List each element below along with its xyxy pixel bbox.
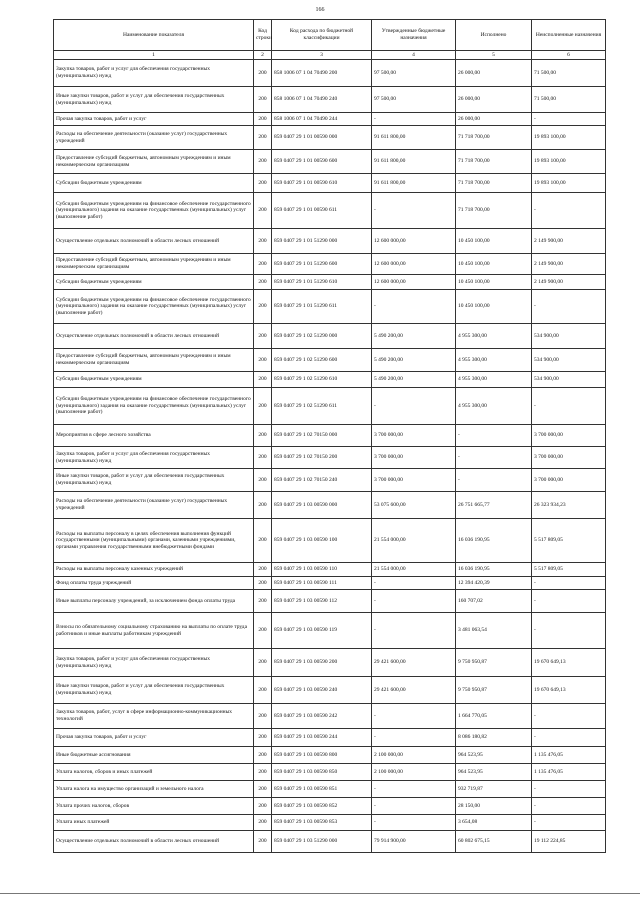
cell-approved: 29 421 600,00 — [372, 677, 456, 704]
cell-line: 200 — [254, 126, 272, 150]
cell-unexecuted: 2 149 900,00 — [532, 229, 606, 254]
cell-name: Осуществление отдельных полномочий в области лесных отношений — [54, 324, 254, 349]
cell-executed: 60 802 675,15 — [456, 831, 532, 853]
table-row — [54, 577, 606, 590]
cell-code: 859 0407 29 1 03 00590 853 — [272, 815, 372, 831]
cell-approved: 97 500,00 — [372, 60, 456, 87]
cell-name: Уплата прочих налогов, сборов — [54, 798, 254, 815]
cell-executed: 964 523,95 — [456, 764, 532, 781]
cell-unexecuted: 534 900,00 — [532, 349, 606, 372]
cell-approved: 3 700 000,00 — [372, 425, 456, 447]
cell-code: 859 0407 29 1 03 00590 850 — [272, 764, 372, 781]
cell-name: Субсидии бюджетным учреждениям на финансовое обеспечение государственного (муниципального) задания на оказание государственных (муниципальных) услуг (выполнение работ) — [54, 193, 254, 229]
cell-unexecuted: 5 517 809,05 — [532, 519, 606, 563]
budget-execution-table — [53, 19, 606, 853]
cell-executed: - — [456, 469, 532, 492]
cell-executed: 71 718 700,00 — [456, 150, 532, 174]
cell-unexecuted: - — [532, 798, 606, 815]
cell-code: 859 0407 29 1 03 51290 000 — [272, 831, 372, 853]
cell-line: 200 — [254, 831, 272, 853]
cell-line: 200 — [254, 590, 272, 613]
cell-unexecuted: 19 893 100,00 — [532, 150, 606, 174]
cell-executed: 8 086 180,82 — [456, 729, 532, 747]
cell-unexecuted: - — [532, 729, 606, 747]
cell-code: 859 0407 29 1 01 00590 611 — [272, 193, 372, 229]
table-row — [54, 349, 606, 372]
cell-code: 859 0407 29 1 02 51290 000 — [272, 324, 372, 349]
table-row — [54, 747, 606, 764]
cell-code: 859 0407 29 1 02 51290 600 — [272, 349, 372, 372]
column-number: 2 — [254, 51, 272, 60]
cell-line: 200 — [254, 815, 272, 831]
cell-code: 859 0407 29 1 01 51290 600 — [272, 254, 372, 275]
table-row — [54, 60, 606, 87]
cell-name: Иные бюджетные ассигнования — [54, 747, 254, 764]
cell-executed: 4 955 300,00 — [456, 372, 532, 388]
table-row — [54, 469, 606, 492]
cell-code: 859 0407 29 1 03 00590 100 — [272, 519, 372, 563]
table-row — [54, 229, 606, 254]
cell-unexecuted: 26 323 934,23 — [532, 492, 606, 519]
column-number: 1 — [54, 51, 254, 60]
cell-approved: 2 100 000,00 — [372, 747, 456, 764]
table-row — [54, 87, 606, 113]
header-budget-code: Код расхода по бюджетной классификации — [272, 20, 372, 51]
cell-approved: 3 700 000,00 — [372, 447, 456, 469]
cell-code: 859 0407 29 1 03 00590 852 — [272, 798, 372, 815]
table-row — [54, 704, 606, 729]
cell-unexecuted: 1 135 476,05 — [532, 747, 606, 764]
cell-name: Взносы по обязательному социальному страхованию на выплаты по оплате труда работников и иные выплаты работникам учреждений — [54, 613, 254, 649]
table-row — [54, 519, 606, 563]
cell-name: Предоставление субсидий бюджетным, автономным учреждениям и иным некоммерческим организациям — [54, 254, 254, 275]
cell-unexecuted: 5 517 809,05 — [532, 563, 606, 577]
cell-unexecuted: - — [532, 815, 606, 831]
cell-line: 200 — [254, 193, 272, 229]
cell-name: Уплата налогов, сборов и иных платежей — [54, 764, 254, 781]
cell-approved: 5 490 200,00 — [372, 372, 456, 388]
cell-executed: 71 718 700,00 — [456, 193, 532, 229]
table-row — [54, 126, 606, 150]
cell-unexecuted: - — [532, 613, 606, 649]
cell-code: 859 0407 29 1 01 51290 611 — [272, 290, 372, 324]
cell-unexecuted: 71 500,00 — [532, 60, 606, 87]
cell-code: 859 0407 29 1 01 51290 000 — [272, 229, 372, 254]
cell-code: 859 0407 29 1 02 70150 240 — [272, 469, 372, 492]
cell-executed: 26 000,00 — [456, 60, 532, 87]
cell-unexecuted: - — [532, 781, 606, 798]
cell-line: 200 — [254, 781, 272, 798]
table-row — [54, 254, 606, 275]
column-number: 5 — [456, 51, 532, 60]
cell-approved: - — [372, 704, 456, 729]
cell-line: 200 — [254, 447, 272, 469]
table-row — [54, 613, 606, 649]
cell-line: 200 — [254, 425, 272, 447]
cell-line: 200 — [254, 275, 272, 290]
cell-unexecuted: 1 135 476,05 — [532, 764, 606, 781]
cell-name: Расходы на выплаты персоналу казенных учреждений — [54, 563, 254, 577]
cell-line: 200 — [254, 174, 272, 193]
column-number: 4 — [372, 51, 456, 60]
cell-name: Субсидии бюджетным учреждениям — [54, 174, 254, 193]
cell-executed: 9 750 950,87 — [456, 649, 532, 677]
cell-name: Закупка товаров, работ и услуг для обеспечения государственных (муниципальных) нужд — [54, 60, 254, 87]
table-row — [54, 563, 606, 577]
cell-approved: - — [372, 613, 456, 649]
header-row — [54, 20, 606, 51]
column-number-row — [54, 51, 606, 60]
cell-approved: - — [372, 290, 456, 324]
cell-code: 859 0407 29 1 03 00590 242 — [272, 704, 372, 729]
cell-line: 200 — [254, 372, 272, 388]
cell-line: 200 — [254, 764, 272, 781]
cell-code: 859 0407 29 1 03 00590 112 — [272, 590, 372, 613]
cell-code: 859 0407 29 1 03 00590 240 — [272, 677, 372, 704]
cell-line: 200 — [254, 87, 272, 113]
cell-line: 200 — [254, 469, 272, 492]
cell-approved: - — [372, 388, 456, 425]
cell-executed: 3 481 063,54 — [456, 613, 532, 649]
cell-code: 859 0407 29 1 03 00590 200 — [272, 649, 372, 677]
cell-approved: - — [372, 590, 456, 613]
cell-executed: 1 664 770,05 — [456, 704, 532, 729]
cell-executed: 3 654,08 — [456, 815, 532, 831]
cell-executed: 16 036 190,95 — [456, 519, 532, 563]
cell-unexecuted: 534 900,00 — [532, 372, 606, 388]
cell-unexecuted: 3 700 000,00 — [532, 447, 606, 469]
table-row — [54, 677, 606, 704]
cell-code: 859 0407 29 1 03 00590 000 — [272, 492, 372, 519]
cell-approved: 5 490 200,00 — [372, 349, 456, 372]
cell-approved: 79 914 900,00 — [372, 831, 456, 853]
cell-code: 858 1006 07 1 04 70490 244 — [272, 113, 372, 126]
cell-executed: 26 000,00 — [456, 113, 532, 126]
cell-line: 200 — [254, 563, 272, 577]
cell-executed: 71 718 700,00 — [456, 126, 532, 150]
cell-code: 859 0407 29 1 01 00590 000 — [272, 126, 372, 150]
cell-line: 200 — [254, 60, 272, 87]
header-indicator-name: Наименование показателя — [54, 20, 254, 51]
header-unexecuted: Неисполненные назначения — [532, 20, 606, 51]
cell-line: 200 — [254, 229, 272, 254]
cell-line: 200 — [254, 747, 272, 764]
cell-unexecuted: 3 700 000,00 — [532, 425, 606, 447]
cell-executed: 16 036 190,95 — [456, 563, 532, 577]
cell-executed: 26 000,00 — [456, 87, 532, 113]
cell-name: Закупка товаров, работ и услуг для обеспечения государственных (муниципальных) нужд — [54, 649, 254, 677]
cell-line: 200 — [254, 492, 272, 519]
cell-approved: 5 490 200,00 — [372, 324, 456, 349]
cell-line: 200 — [254, 613, 272, 649]
cell-code: 859 0407 29 1 03 00590 119 — [272, 613, 372, 649]
cell-unexecuted: 3 700 000,00 — [532, 469, 606, 492]
cell-name: Субсидии бюджетным учреждениям на финансовое обеспечение государственного (муниципального) задания на оказание государственных (муниципальных) услуг (выполнение работ) — [54, 290, 254, 324]
cell-executed: 4 955 300,00 — [456, 388, 532, 425]
cell-code: 858 1006 07 1 04 70490 240 — [272, 87, 372, 113]
cell-name: Уплата налога на имущество организаций и земельного налога — [54, 781, 254, 798]
cell-unexecuted: - — [532, 704, 606, 729]
table-row — [54, 492, 606, 519]
cell-name: Фонд оплаты труда учреждений — [54, 577, 254, 590]
cell-code: 859 0407 29 1 01 00590 610 — [272, 174, 372, 193]
cell-unexecuted: 19 112 224,85 — [532, 831, 606, 853]
cell-code: 859 0407 29 1 03 00590 244 — [272, 729, 372, 747]
cell-executed: 26 751 665,77 — [456, 492, 532, 519]
table-row — [54, 425, 606, 447]
cell-name: Субсидии бюджетным учреждениям — [54, 275, 254, 290]
cell-approved: 91 611 800,00 — [372, 150, 456, 174]
cell-approved: - — [372, 577, 456, 590]
cell-executed: 10 450 100,00 — [456, 275, 532, 290]
cell-unexecuted: - — [532, 113, 606, 126]
cell-unexecuted: - — [532, 590, 606, 613]
cell-unexecuted: - — [532, 193, 606, 229]
cell-executed: 4 955 300,00 — [456, 324, 532, 349]
cell-unexecuted: - — [532, 388, 606, 425]
cell-line: 200 — [254, 324, 272, 349]
table-row — [54, 290, 606, 324]
cell-approved: 91 611 800,00 — [372, 126, 456, 150]
cell-line: 200 — [254, 519, 272, 563]
cell-approved: - — [372, 815, 456, 831]
cell-name: Иные закупки товаров, работ и услуг для обеспечения государственных (муниципальных) нужд — [54, 677, 254, 704]
cell-name: Расходы на обеспечение деятельности (оказание услуг) государственных учреждений — [54, 492, 254, 519]
cell-approved: - — [372, 798, 456, 815]
header-executed: Исполнено — [456, 20, 532, 51]
cell-line: 200 — [254, 290, 272, 324]
header-line-code: Код строки — [254, 20, 272, 51]
table-row — [54, 798, 606, 815]
cell-approved: 21 554 000,00 — [372, 519, 456, 563]
cell-unexecuted: 19 670 649,13 — [532, 677, 606, 704]
table-row — [54, 275, 606, 290]
cell-code: 859 0407 29 1 03 00590 110 — [272, 563, 372, 577]
cell-approved: 97 500,00 — [372, 87, 456, 113]
cell-code: 858 1006 07 1 04 70490 200 — [272, 60, 372, 87]
cell-approved: 53 075 600,00 — [372, 492, 456, 519]
cell-code: 859 0407 29 1 03 00590 111 — [272, 577, 372, 590]
cell-unexecuted: - — [532, 577, 606, 590]
table-row — [54, 764, 606, 781]
cell-name: Иные выплаты персоналу учреждений, за исключением фонда оплаты труда — [54, 590, 254, 613]
cell-name: Субсидии бюджетным учреждениям — [54, 372, 254, 388]
cell-executed: 9 750 950,87 — [456, 677, 532, 704]
cell-name: Прочая закупка товаров, работ и услуг — [54, 729, 254, 747]
table-row — [54, 150, 606, 174]
table-row — [54, 590, 606, 613]
cell-code: 859 0407 29 1 01 00590 600 — [272, 150, 372, 174]
cell-executed: - — [456, 447, 532, 469]
cell-code: 859 0407 29 1 02 51290 611 — [272, 388, 372, 425]
cell-executed: 964 523,95 — [456, 747, 532, 764]
cell-executed: 932 719,87 — [456, 781, 532, 798]
table-row — [54, 193, 606, 229]
table-row — [54, 729, 606, 747]
cell-executed: - — [456, 425, 532, 447]
cell-approved: - — [372, 193, 456, 229]
cell-name: Уплата иных платежей — [54, 815, 254, 831]
cell-approved: 12 600 000,00 — [372, 275, 456, 290]
cell-line: 200 — [254, 649, 272, 677]
cell-name: Расходы на обеспечение деятельности (оказание услуг) государственных учреждений — [54, 126, 254, 150]
cell-unexecuted: 2 149 900,00 — [532, 254, 606, 275]
cell-code: 859 0407 29 1 02 70150 000 — [272, 425, 372, 447]
cell-name: Осуществление отдельных полномочий в области лесных отношений — [54, 831, 254, 853]
cell-unexecuted: 534 900,00 — [532, 324, 606, 349]
cell-approved: 12 600 000,00 — [372, 229, 456, 254]
table-row — [54, 372, 606, 388]
cell-unexecuted: 2 149 900,00 — [532, 275, 606, 290]
cell-approved: 91 611 800,00 — [372, 174, 456, 193]
cell-line: 200 — [254, 798, 272, 815]
cell-approved: 12 600 000,00 — [372, 254, 456, 275]
cell-name: Закупка товаров, работ и услуг для обеспечения государственных (муниципальных) нужд — [54, 447, 254, 469]
cell-line: 200 — [254, 729, 272, 747]
cell-name: Закупка товаров, работ, услуг в сфере информационно-коммуникационных технологий — [54, 704, 254, 729]
cell-executed: 10 450 100,00 — [456, 254, 532, 275]
cell-approved: - — [372, 729, 456, 747]
cell-code: 859 0407 29 1 02 51290 610 — [272, 372, 372, 388]
table-row — [54, 649, 606, 677]
table-row — [54, 174, 606, 193]
table-row — [54, 388, 606, 425]
cell-line: 200 — [254, 113, 272, 126]
page-number: 166 — [315, 7, 325, 13]
cell-name: Предоставление субсидий бюджетным, автономным учреждениям и иным некоммерческим организациям — [54, 150, 254, 174]
table-row — [54, 324, 606, 349]
table-row — [54, 113, 606, 126]
cell-approved: 29 421 600,00 — [372, 649, 456, 677]
cell-executed: 12 394 420,39 — [456, 577, 532, 590]
cell-line: 200 — [254, 388, 272, 425]
cell-executed: 10 450 100,00 — [456, 290, 532, 324]
cell-executed: 4 955 300,00 — [456, 349, 532, 372]
cell-line: 200 — [254, 254, 272, 275]
cell-unexecuted: - — [532, 290, 606, 324]
cell-approved: 2 100 000,00 — [372, 764, 456, 781]
cell-line: 200 — [254, 577, 272, 590]
cell-code: 859 0407 29 1 03 00590 851 — [272, 781, 372, 798]
cell-unexecuted: 71 500,00 — [532, 87, 606, 113]
cell-line: 200 — [254, 677, 272, 704]
cell-unexecuted: 19 893 100,00 — [532, 126, 606, 150]
cell-line: 200 — [254, 349, 272, 372]
cell-executed: 71 718 700,00 — [456, 174, 532, 193]
cell-executed: 160 707,02 — [456, 590, 532, 613]
cell-approved: - — [372, 113, 456, 126]
table-row — [54, 831, 606, 853]
cell-line: 200 — [254, 704, 272, 729]
table-row — [54, 815, 606, 831]
cell-name: Осуществление отдельных полномочий в области лесных отношений — [54, 229, 254, 254]
cell-approved: 21 554 000,00 — [372, 563, 456, 577]
cell-approved: 3 700 000,00 — [372, 469, 456, 492]
cell-code: 859 0407 29 1 02 70150 200 — [272, 447, 372, 469]
cell-approved: - — [372, 781, 456, 798]
cell-unexecuted: 19 670 649,13 — [532, 649, 606, 677]
page-bottom-rule — [0, 893, 640, 894]
column-number: 3 — [272, 51, 372, 60]
cell-code: 859 0407 29 1 03 00590 800 — [272, 747, 372, 764]
cell-name: Прочая закупка товаров, работ и услуг — [54, 113, 254, 126]
cell-code: 859 0407 29 1 01 51290 610 — [272, 275, 372, 290]
cell-name: Предоставление субсидий бюджетным, автономным учреждениям и иным некоммерческим организациям — [54, 349, 254, 372]
cell-name: Субсидии бюджетным учреждениям на финансовое обеспечение государственного (муниципального) задания на оказание государственных (муниципальных) услуг (выполнение работ) — [54, 388, 254, 425]
cell-name: Иные закупки товаров, работ и услуг для обеспечения государственных (муниципальных) нужд — [54, 469, 254, 492]
cell-executed: 10 450 100,00 — [456, 229, 532, 254]
table-row — [54, 781, 606, 798]
cell-name: Расходы на выплаты персоналу в целях обеспечения выполнения функций государственными (муниципальными) органами, казенными учреждениями, органами управления государственными внебюджетными фондами — [54, 519, 254, 563]
header-approved: Утвержденные бюджетные назначения — [372, 20, 456, 51]
cell-name: Мероприятия в сфере лесного хозяйства — [54, 425, 254, 447]
column-number: 6 — [532, 51, 606, 60]
cell-name: Иные закупки товаров, работ и услуг для обеспечения государственных (муниципальных) нужд — [54, 87, 254, 113]
cell-line: 200 — [254, 150, 272, 174]
cell-unexecuted: 19 893 100,00 — [532, 174, 606, 193]
cell-executed: 28 150,00 — [456, 798, 532, 815]
table-row — [54, 447, 606, 469]
